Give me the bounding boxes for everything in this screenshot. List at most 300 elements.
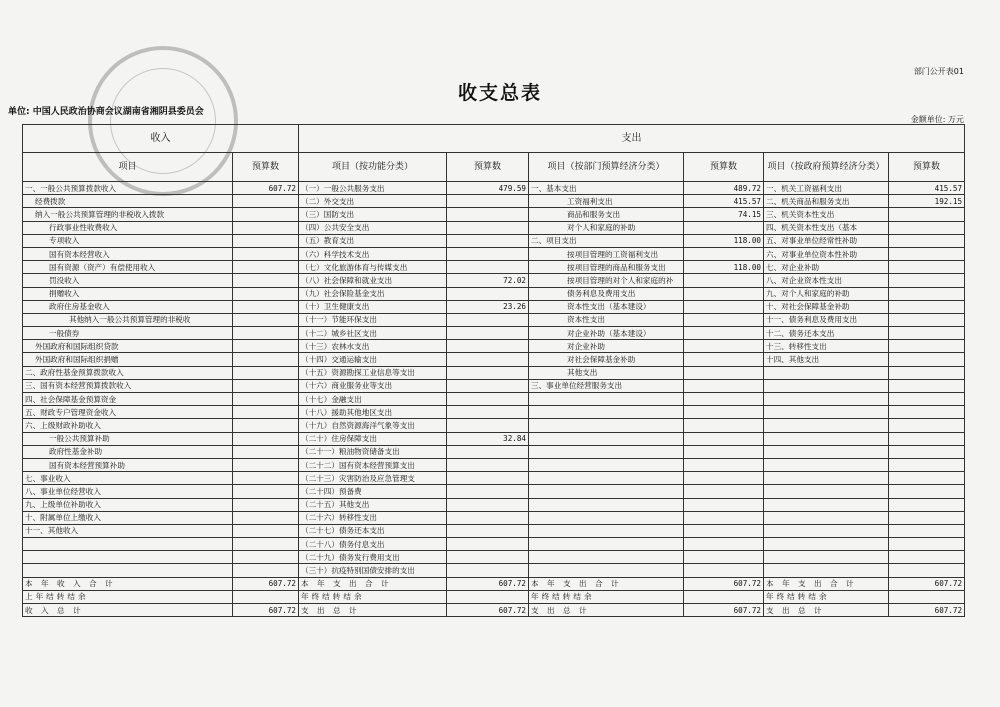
gov-item [764, 538, 889, 551]
func-total-value: 607.72 [447, 604, 529, 617]
income-total-value: 607.72 [233, 604, 299, 617]
func-item: （十六）商业服务业等支出 [299, 379, 447, 392]
table-row [23, 195, 965, 208]
gov-item [764, 419, 889, 432]
gov-value [889, 300, 965, 313]
dept-item [529, 524, 684, 537]
func-item: （三十）抗疫特别国债安排的支出 [299, 564, 447, 577]
dept-item: 按项目管理的商品和服务支出 [529, 261, 684, 274]
income-item: 罚没收入 [23, 274, 233, 287]
dept-value [684, 274, 764, 287]
gov-value [889, 274, 965, 287]
income-item: 一般公共预算补助 [23, 432, 233, 445]
func-item: （十八）援助其他地区支出 [299, 406, 447, 419]
func-item: （十九）自然资源海洋气象等支出 [299, 419, 447, 432]
func-item: （七）文化旅游体育与传媒支出 [299, 261, 447, 274]
table-row [23, 524, 965, 537]
func-item: （二十）住房保障支出 [299, 432, 447, 445]
dept-item [529, 472, 684, 485]
income-value [233, 208, 299, 221]
gov-value [889, 485, 965, 498]
income-value [233, 274, 299, 287]
table-row [23, 472, 965, 485]
income-item [23, 564, 233, 577]
func-item: （二十九）债务发行费用支出 [299, 551, 447, 564]
income-item: 八、事业单位经营收入 [23, 485, 233, 498]
func-item: （十四）交通运输支出 [299, 353, 447, 366]
dept-value [684, 458, 764, 471]
func-value: 72.02 [447, 274, 529, 287]
gov-value [889, 379, 965, 392]
dept-item [529, 393, 684, 406]
income-total-label: 本 年 收 入 合 计 [23, 577, 233, 590]
income-item: 捐赠收入 [23, 287, 233, 300]
dept-value [684, 551, 764, 564]
gov-item [764, 511, 889, 524]
gov-total-label: 本 年 支 出 合 计 [764, 577, 889, 590]
income-item: 一、一般公共预算拨款收入 [23, 182, 233, 195]
dept-value [684, 221, 764, 234]
gov-value [889, 511, 965, 524]
gov-value [889, 538, 965, 551]
table-row [23, 564, 965, 577]
expense-header: 支出 [299, 125, 965, 153]
func-value [447, 287, 529, 300]
gov-total-value: 607.72 [889, 604, 965, 617]
func-value [447, 551, 529, 564]
income-value [233, 379, 299, 392]
func-value [447, 353, 529, 366]
income-item: 国有资源（资产）有偿使用收入 [23, 261, 233, 274]
income-value [233, 393, 299, 406]
func-value [447, 208, 529, 221]
gov-item: 七、对企业补助 [764, 261, 889, 274]
income-value [233, 221, 299, 234]
gov-value [889, 406, 965, 419]
gov-total-value [889, 590, 965, 603]
gov-value [889, 287, 965, 300]
income-value [233, 300, 299, 313]
func-value [447, 511, 529, 524]
gov-budget-header: 预算数 [889, 153, 965, 182]
gov-value [889, 353, 965, 366]
table-row [23, 221, 965, 234]
dept-value: 118.00 [684, 261, 764, 274]
func-item: （六）科学技术支出 [299, 247, 447, 260]
func-value [447, 485, 529, 498]
income-value [233, 498, 299, 511]
dept-value [684, 419, 764, 432]
gov-value [889, 524, 965, 537]
income-value [233, 353, 299, 366]
gov-item: 三、机关资本性支出 [764, 208, 889, 221]
income-budget-header: 预算数 [233, 153, 299, 182]
table-body [23, 182, 965, 578]
gov-item: 十四、其他支出 [764, 353, 889, 366]
income-item: 六、上级财政补助收入 [23, 419, 233, 432]
gov-total-value: 607.72 [889, 577, 965, 590]
dept-item: 其他支出 [529, 366, 684, 379]
gov-value [889, 261, 965, 274]
table-row [23, 234, 965, 247]
func-item: （二十四）预备费 [299, 485, 447, 498]
dept-item: 按项目管理的工资福利支出 [529, 247, 684, 260]
dept-value [684, 524, 764, 537]
dept-value [684, 445, 764, 458]
table-row [23, 432, 965, 445]
income-total-label: 上年结转结余 [23, 590, 233, 603]
func-item: （十三）农林水支出 [299, 340, 447, 353]
income-item [23, 551, 233, 564]
func-value [447, 472, 529, 485]
func-value [447, 234, 529, 247]
dept-item: 三、事业单位经营服务支出 [529, 379, 684, 392]
table-row [23, 538, 965, 551]
table-row [23, 274, 965, 287]
func-budget-header: 预算数 [447, 153, 529, 182]
income-item [23, 538, 233, 551]
func-value [447, 261, 529, 274]
func-item: （二十五）其他支出 [299, 498, 447, 511]
gov-item [764, 406, 889, 419]
table-row [23, 300, 965, 313]
gov-item: 十一、债务利息及费用支出 [764, 313, 889, 326]
gov-value [889, 551, 965, 564]
dept-total-label: 本 年 支 出 合 计 [529, 577, 684, 590]
func-value [447, 458, 529, 471]
dept-item [529, 498, 684, 511]
income-item: 政府性基金补助 [23, 445, 233, 458]
dept-item: 对企业补助 [529, 340, 684, 353]
func-item: （二十三）灾害防治及应急管理支 [299, 472, 447, 485]
func-item: （二十八）债务付息支出 [299, 538, 447, 551]
gov-item [764, 366, 889, 379]
income-item: 七、事业收入 [23, 472, 233, 485]
func-item: （三）国防支出 [299, 208, 447, 221]
income-item: 九、上级单位补助收入 [23, 498, 233, 511]
income-value [233, 340, 299, 353]
table-row [23, 208, 965, 221]
income-total-label: 收 入 总 计 [23, 604, 233, 617]
table-row [23, 511, 965, 524]
gov-value [889, 327, 965, 340]
gov-item: 十三、转移性支出 [764, 340, 889, 353]
income-item: 外国政府和国际组织贷款 [23, 340, 233, 353]
dept-value [684, 472, 764, 485]
dept-item [529, 419, 684, 432]
gov-total-label: 支 出 总 计 [764, 604, 889, 617]
table-row [23, 445, 965, 458]
func-value [447, 221, 529, 234]
gov-item: 一、机关工资福利支出 [764, 182, 889, 195]
income-item: 二、政府性基金预算拨款收入 [23, 366, 233, 379]
gov-item: 四、机关资本性支出（基本 [764, 221, 889, 234]
gov-value [889, 432, 965, 445]
income-item: 专项收入 [23, 234, 233, 247]
func-item: （二十二）国有资本经营预算支出 [299, 458, 447, 471]
gov-value [889, 340, 965, 353]
header-row-1 [23, 125, 965, 153]
income-value [233, 485, 299, 498]
func-value [447, 366, 529, 379]
dept-item [529, 485, 684, 498]
gov-value [889, 247, 965, 260]
func-value: 479.59 [447, 182, 529, 195]
dept-total-value [684, 590, 764, 603]
dept-value [684, 432, 764, 445]
dept-value [684, 313, 764, 326]
func-item: （二十六）转移性支出 [299, 511, 447, 524]
func-value [447, 498, 529, 511]
income-item: 其他纳入一般公共预算管理的非税收 [23, 313, 233, 326]
func-item: （五）教育支出 [299, 234, 447, 247]
total-row [23, 604, 965, 617]
income-item: 行政事业性收费收入 [23, 221, 233, 234]
dept-item [529, 551, 684, 564]
func-total-label: 年终结转结余 [299, 590, 447, 603]
func-value [447, 524, 529, 537]
gov-item: 八、对企业资本性支出 [764, 274, 889, 287]
table-totals [23, 577, 965, 617]
income-value [233, 327, 299, 340]
income-item: 三、国有资本经营预算拨款收入 [23, 379, 233, 392]
dept-item: 资本性支出 [529, 313, 684, 326]
gov-value: 192.15 [889, 195, 965, 208]
dept-item [529, 445, 684, 458]
income-value [233, 261, 299, 274]
dept-value [684, 498, 764, 511]
dept-budget-header: 预算数 [684, 153, 764, 182]
income-value [233, 287, 299, 300]
gov-item [764, 551, 889, 564]
dept-value [684, 287, 764, 300]
func-value [447, 195, 529, 208]
income-item: 十、附属单位上缴收入 [23, 511, 233, 524]
unit-label: 单位: 中国人民政治协商会议湖南省湘阴县委员会 [8, 107, 204, 117]
header-row-2 [23, 153, 965, 182]
dept-total-label: 支 出 总 计 [529, 604, 684, 617]
income-value [233, 564, 299, 577]
gov-value [889, 234, 965, 247]
income-value [233, 445, 299, 458]
gov-value [889, 208, 965, 221]
form-number: 部门公开表01 [913, 67, 964, 76]
dept-value: 74.15 [684, 208, 764, 221]
table-row [23, 313, 965, 326]
income-item: 纳入一般公共预算管理的非税收入拨款 [23, 208, 233, 221]
func-value [447, 340, 529, 353]
money-unit: 金额单位: 万元 [910, 115, 964, 124]
gov-item: 二、机关商品和服务支出 [764, 195, 889, 208]
budget-summary-table [22, 124, 965, 617]
income-value [233, 234, 299, 247]
income-value [233, 511, 299, 524]
func-total-value [447, 590, 529, 603]
dept-item [529, 458, 684, 471]
func-item: （二十一）粮油物资储备支出 [299, 445, 447, 458]
dept-item: 商品和服务支出 [529, 208, 684, 221]
func-value: 23.26 [447, 300, 529, 313]
income-value [233, 313, 299, 326]
table-row [23, 353, 965, 366]
dept-value: 118.00 [684, 234, 764, 247]
table-row [23, 458, 965, 471]
table-row [23, 287, 965, 300]
func-total-value: 607.72 [447, 577, 529, 590]
dept-value: 415.57 [684, 195, 764, 208]
func-total-label: 支 出 总 计 [299, 604, 447, 617]
income-value [233, 538, 299, 551]
income-item: 经费拨款 [23, 195, 233, 208]
dept-item: 二、项目支出 [529, 234, 684, 247]
func-value [447, 313, 529, 326]
func-item: （十）卫生健康支出 [299, 300, 447, 313]
gov-value [889, 221, 965, 234]
gov-item [764, 432, 889, 445]
dept-item [529, 406, 684, 419]
dept-value [684, 327, 764, 340]
income-item: 外国政府和国际组织捐赠 [23, 353, 233, 366]
dept-item: 一、基本支出 [529, 182, 684, 195]
dept-item [529, 564, 684, 577]
gov-item [764, 564, 889, 577]
func-value [447, 445, 529, 458]
income-value [233, 551, 299, 564]
gov-item [764, 524, 889, 537]
income-item: 一般债券 [23, 327, 233, 340]
table-row [23, 340, 965, 353]
income-value [233, 195, 299, 208]
income-value [233, 472, 299, 485]
dept-total-label: 年终结转结余 [529, 590, 684, 603]
income-value [233, 419, 299, 432]
income-item-header: 项目 [23, 153, 233, 182]
gov-item [764, 445, 889, 458]
gov-item [764, 498, 889, 511]
func-item: （二十七）债务还本支出 [299, 524, 447, 537]
gov-item [764, 485, 889, 498]
gov-item: 六、对事业单位资本性补助 [764, 247, 889, 260]
gov-item [764, 458, 889, 471]
table-row [23, 247, 965, 260]
func-value [447, 247, 529, 260]
func-value [447, 538, 529, 551]
income-value [233, 524, 299, 537]
gov-item [764, 393, 889, 406]
dept-total-value: 607.72 [684, 604, 764, 617]
income-item: 五、财政专户管理资金收入 [23, 406, 233, 419]
func-item: （一）一般公共服务支出 [299, 182, 447, 195]
income-item: 十一、其他收入 [23, 524, 233, 537]
income-item: 四、社会保障基金预算资金 [23, 393, 233, 406]
gov-value [889, 366, 965, 379]
func-value: 32.84 [447, 432, 529, 445]
func-value [447, 393, 529, 406]
dept-value [684, 379, 764, 392]
gov-value [889, 472, 965, 485]
dept-value [684, 406, 764, 419]
gov-value [889, 445, 965, 458]
dept-value [684, 538, 764, 551]
gov-total-label: 年终结转结余 [764, 590, 889, 603]
income-value: 607.72 [233, 182, 299, 195]
gov-item: 九、对个人和家庭的补助 [764, 287, 889, 300]
func-item: （十五）资源勘探工业信息等支出 [299, 366, 447, 379]
dept-item: 债务利息及费用支出 [529, 287, 684, 300]
table-row [23, 419, 965, 432]
total-row [23, 577, 965, 590]
income-value [233, 366, 299, 379]
func-value [447, 379, 529, 392]
gov-item: 五、对事业单位经常性补助 [764, 234, 889, 247]
gov-value [889, 393, 965, 406]
dept-item-header: 项目（按部门预算经济分类） [529, 153, 684, 182]
gov-value: 415.57 [889, 182, 965, 195]
func-value [447, 419, 529, 432]
func-item: （十一）节能环保支出 [299, 313, 447, 326]
dept-item [529, 511, 684, 524]
gov-item: 十、对社会保障基金补助 [764, 300, 889, 313]
table-row [23, 182, 965, 195]
dept-item: 对社会保障基金补助 [529, 353, 684, 366]
func-value [447, 327, 529, 340]
table-row [23, 261, 965, 274]
income-header: 收入 [23, 125, 299, 153]
gov-item [764, 472, 889, 485]
dept-item [529, 538, 684, 551]
dept-total-value: 607.72 [684, 577, 764, 590]
func-value [447, 406, 529, 419]
dept-value [684, 247, 764, 260]
gov-value [889, 564, 965, 577]
dept-value [684, 393, 764, 406]
gov-value [889, 419, 965, 432]
dept-item [529, 432, 684, 445]
dept-item: 资本性支出（基本建设） [529, 300, 684, 313]
table-row [23, 485, 965, 498]
func-item: （四）公共安全支出 [299, 221, 447, 234]
table-row [23, 393, 965, 406]
table-row [23, 406, 965, 419]
table-row [23, 327, 965, 340]
dept-value [684, 340, 764, 353]
gov-value [889, 498, 965, 511]
income-value [233, 406, 299, 419]
gov-item [764, 379, 889, 392]
table-row [23, 551, 965, 564]
func-item: （九）社会保险基金支出 [299, 287, 447, 300]
gov-item: 十二、债务还本支出 [764, 327, 889, 340]
table-row [23, 379, 965, 392]
func-total-label: 本 年 支 出 合 计 [299, 577, 447, 590]
dept-value [684, 353, 764, 366]
func-item: （十二）城乡社区支出 [299, 327, 447, 340]
func-item: （二）外交支出 [299, 195, 447, 208]
dept-value [684, 564, 764, 577]
func-item-header: 项目（按功能分类） [299, 153, 447, 182]
dept-item: 对企业补助（基本建设） [529, 327, 684, 340]
gov-value [889, 458, 965, 471]
income-value [233, 432, 299, 445]
page-title: 收支总表 [457, 82, 542, 104]
dept-item: 按项目管理的对个人和家庭的补 [529, 274, 684, 287]
income-total-value: 607.72 [233, 577, 299, 590]
dept-value: 489.72 [684, 182, 764, 195]
func-item: （八）社会保障和就业支出 [299, 274, 447, 287]
income-total-value [233, 590, 299, 603]
total-row [23, 590, 965, 603]
income-item: 国有资本经营收入 [23, 247, 233, 260]
